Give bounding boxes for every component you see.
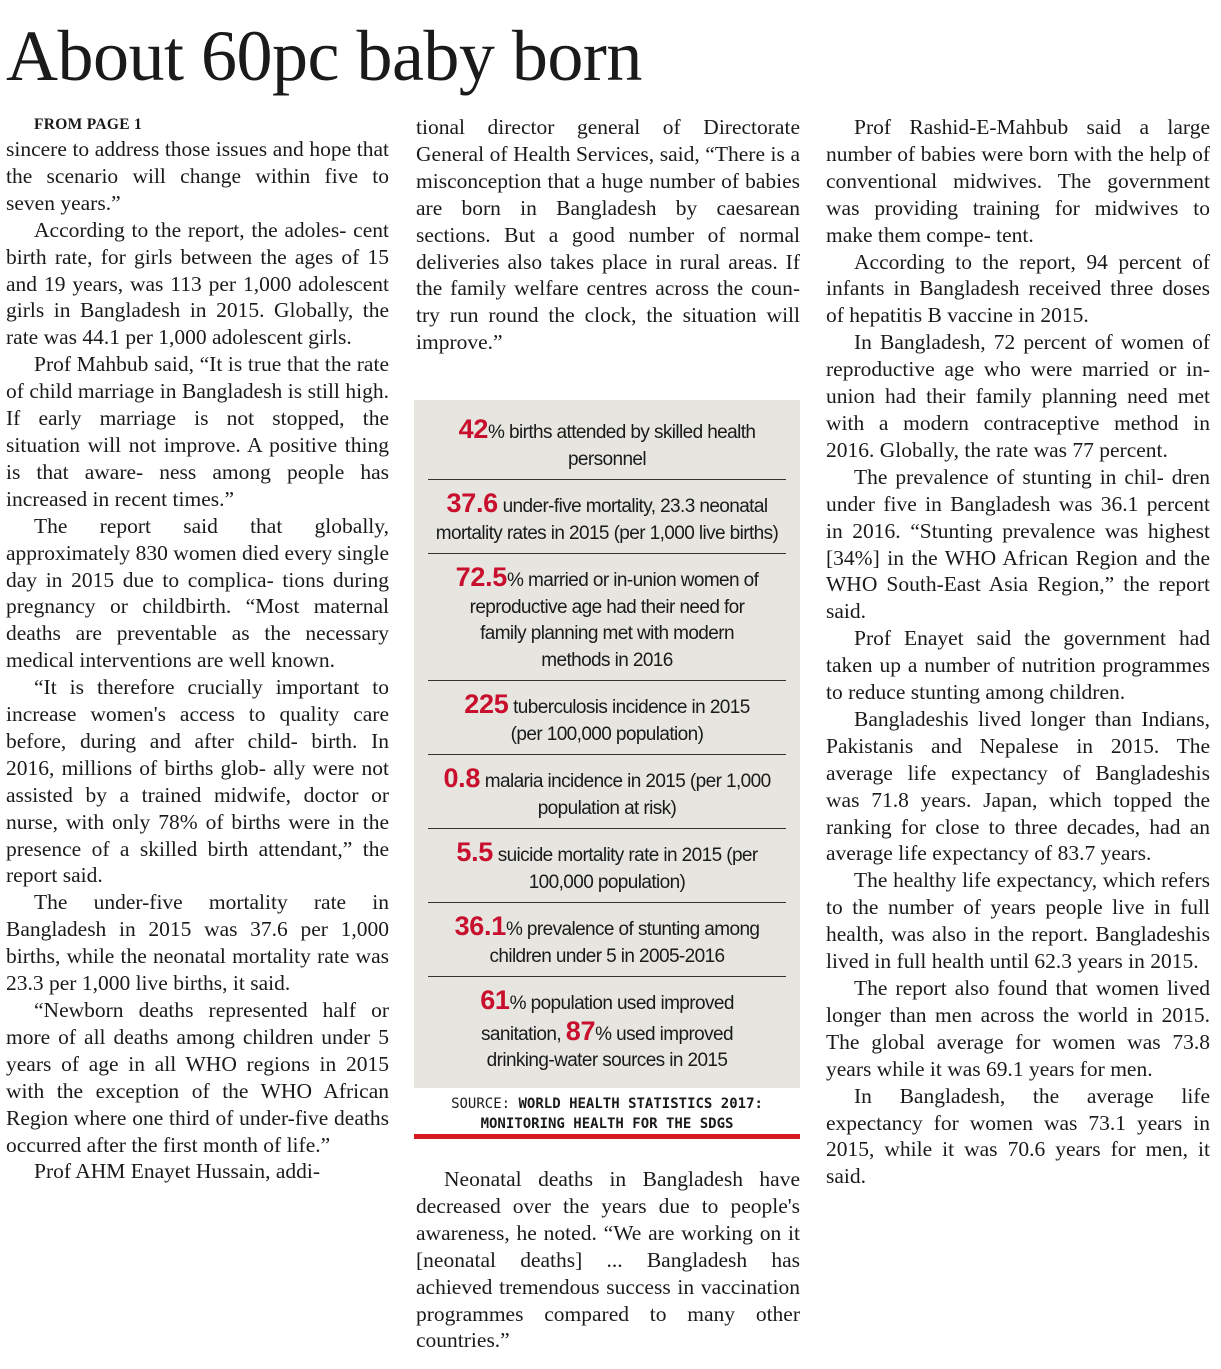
fact-text: malaria incidence in 2015 (per 1,000 population at risk) — [480, 771, 771, 819]
paragraph: According to the report, 94 percent of infants in Bangladesh received three doses of hepatitis B vaccine in 2015. — [826, 249, 1210, 328]
fact-text: tuberculosis incidence in 2015 (per 100,000 population) — [508, 697, 750, 745]
paragraph: sincere to address those issues and hope that the scenario will change within five to seven years.” — [6, 137, 389, 215]
fact-item — [428, 554, 786, 681]
fact-number: 0.8 — [443, 763, 481, 793]
headline: About 60pc baby born — [6, 16, 642, 96]
paragraph: Prof AHM Enayet Hussain, addi- — [34, 1159, 321, 1184]
fact-item — [428, 406, 786, 480]
article-column-3 — [826, 114, 1210, 1190]
fact-text: % used improved drinking-water sources in 2015 — [486, 1023, 733, 1071]
paragraph: The prevalence of stunting in chil- dren under five in Bangladesh was 36.1 percent in 2016. “Stunting prevalence was highest [34%] in the WHO African Region and the WHO South-East Asia Region,” the report said. — [826, 464, 1210, 624]
article-column-2-bottom — [416, 1166, 800, 1354]
paragraph: The report said that globally, approximately 830 women died every single day in 2015 due to complica- tions during pregnancy or childbirth. “Most maternal deaths are preventable as the necessary medical interventions are well known. — [6, 513, 389, 673]
paragraph: Prof Mahbub said, “It is true that the rate of child marriage in Bangladesh is still high. If early marriage is not stopped, the situation will not improve. A positive thing is that aware- ness among people has increased in recent times.” — [6, 352, 389, 511]
fact-number: 72.5 — [455, 562, 508, 592]
fact-item — [428, 903, 786, 977]
paragraph: According to the report, the adoles- cent birth rate, for girls between the ages of 15 and 19 years, was 113 per 1,000 adolescent girls in Bangladesh in 2015. Globally, the rate was 44.1 per 1,000 adolescent girls. — [6, 217, 389, 350]
fact-box — [414, 400, 800, 1088]
fact-number: 225 — [464, 689, 509, 719]
fact-number: 42 — [458, 414, 489, 444]
paragraph: “It is therefore crucially important to increase women's access to quality care before, during and after child- birth. In 2016, millions of births glob- ally were not assisted by a trained midwife, doctor or nurse, with only 78% of births were in the presence of a skilled birth attendant,” the report said. — [6, 675, 389, 888]
article-column-2-top — [416, 114, 800, 356]
from-page-label: FROM PAGE 1 — [34, 116, 143, 133]
paragraph: Prof Enayet said the government had taken up a number of nutrition programmes to reduce stunting among children. — [826, 626, 1210, 705]
fact-item — [428, 829, 786, 903]
fact-number: 87 — [565, 1015, 596, 1046]
paragraph: In Bangladesh, the average life expectancy for women was 73.1 years in 2015, while it was 70.6 years for men, it said. — [826, 1083, 1210, 1189]
paragraph: The report also found that women lived longer than men across the world in 2015. The global average for women was 73.8 years while it was 69.1 years for men. — [826, 976, 1210, 1081]
source-credit — [414, 1094, 800, 1134]
fact-text: suicide mortality rate in 2015 (per 100,000 population) — [493, 845, 758, 893]
paragraph: Neonatal deaths in Bangladesh have decreased over the years due to people's awareness, he noted. “We are working on it [neonatal deaths] ... Bangladesh has achieved tremendous success in vaccination programmes compared to many other countries.” — [416, 1167, 800, 1353]
fact-item — [428, 755, 786, 829]
fact-item — [428, 480, 786, 554]
paragraph: Bangladeshis lived longer than Indians, Pakistanis and Nepalese in 2015. The average life expectancy of Bangladeshis was 71.8 years. Japan, which topped the ranking for close to three decades, had an average life expectancy of 83.7 years. — [826, 706, 1210, 866]
paragraph: The under-five mortality rate in Bangladesh in 2015 was 37.6 per 1,000 births, while the neonatal mortality rate was 23.3 per 1,000 live births, it said. — [6, 890, 389, 996]
fact-text: % prevalence of stunting among children under 5 in 2005-2016 — [489, 919, 760, 967]
fact-item — [428, 977, 786, 1081]
fact-number: 36.1 — [454, 911, 506, 941]
fact-text: under-five mortality, 23.3 neonatal mortality rates in 2015 (per 1,000 live births) — [435, 496, 779, 544]
fact-text: % married or in-union women of reproductive age had their need for family planning met with modern methods in 2016 — [469, 570, 759, 671]
source-text: WORLD HEALTH STATISTICS 2017: MONITORING HEALTH FOR THE SDGS — [480, 1096, 763, 1132]
red-divider — [414, 1134, 800, 1139]
fact-number: 61 — [480, 985, 510, 1015]
paragraph: tional director general of Directorate General of Health Services, said, “There is a misconception that a huge number of babies are born in Bangladesh by caesarean sections. But a good number of normal deliveries also takes place in rural areas. If the family welfare centres across the coun- try run round the clock, the situation will improve.” — [416, 115, 800, 355]
source-label: SOURCE: — [451, 1096, 519, 1112]
fact-text: % births attended by skilled health personnel — [488, 422, 756, 470]
paragraph: In Bangladesh, 72 percent of women of reproductive age who were married or in-union had their family planning need met with a modern contraceptive method in 2016. Globally, the rate was 77 percent. — [826, 330, 1210, 462]
fact-text: % population used improved sanitation, — [481, 993, 734, 1045]
paragraph: The healthy life expectancy, which refers to the number of years people live in full health, was also in the report. Bangladeshis lived in full health until 62.3 years in 2015. — [826, 868, 1210, 974]
fact-number: 5.5 — [456, 837, 494, 867]
paragraph: Prof Rashid-E-Mahbub said a large number of babies were born with the help of conventional midwives. The government was providing training for midwives to make them compe- tent. — [826, 115, 1210, 247]
fact-item — [428, 681, 786, 755]
fact-number: 37.6 — [446, 488, 498, 518]
paragraph: “Newborn deaths represented half or more of all deaths among children under 5 years of age in all WHO regions in 2015 with the exception of the WHO African Region where one third of under-five deaths occurred after the first month of life.” — [6, 998, 389, 1157]
article-column-1 — [6, 114, 389, 1185]
